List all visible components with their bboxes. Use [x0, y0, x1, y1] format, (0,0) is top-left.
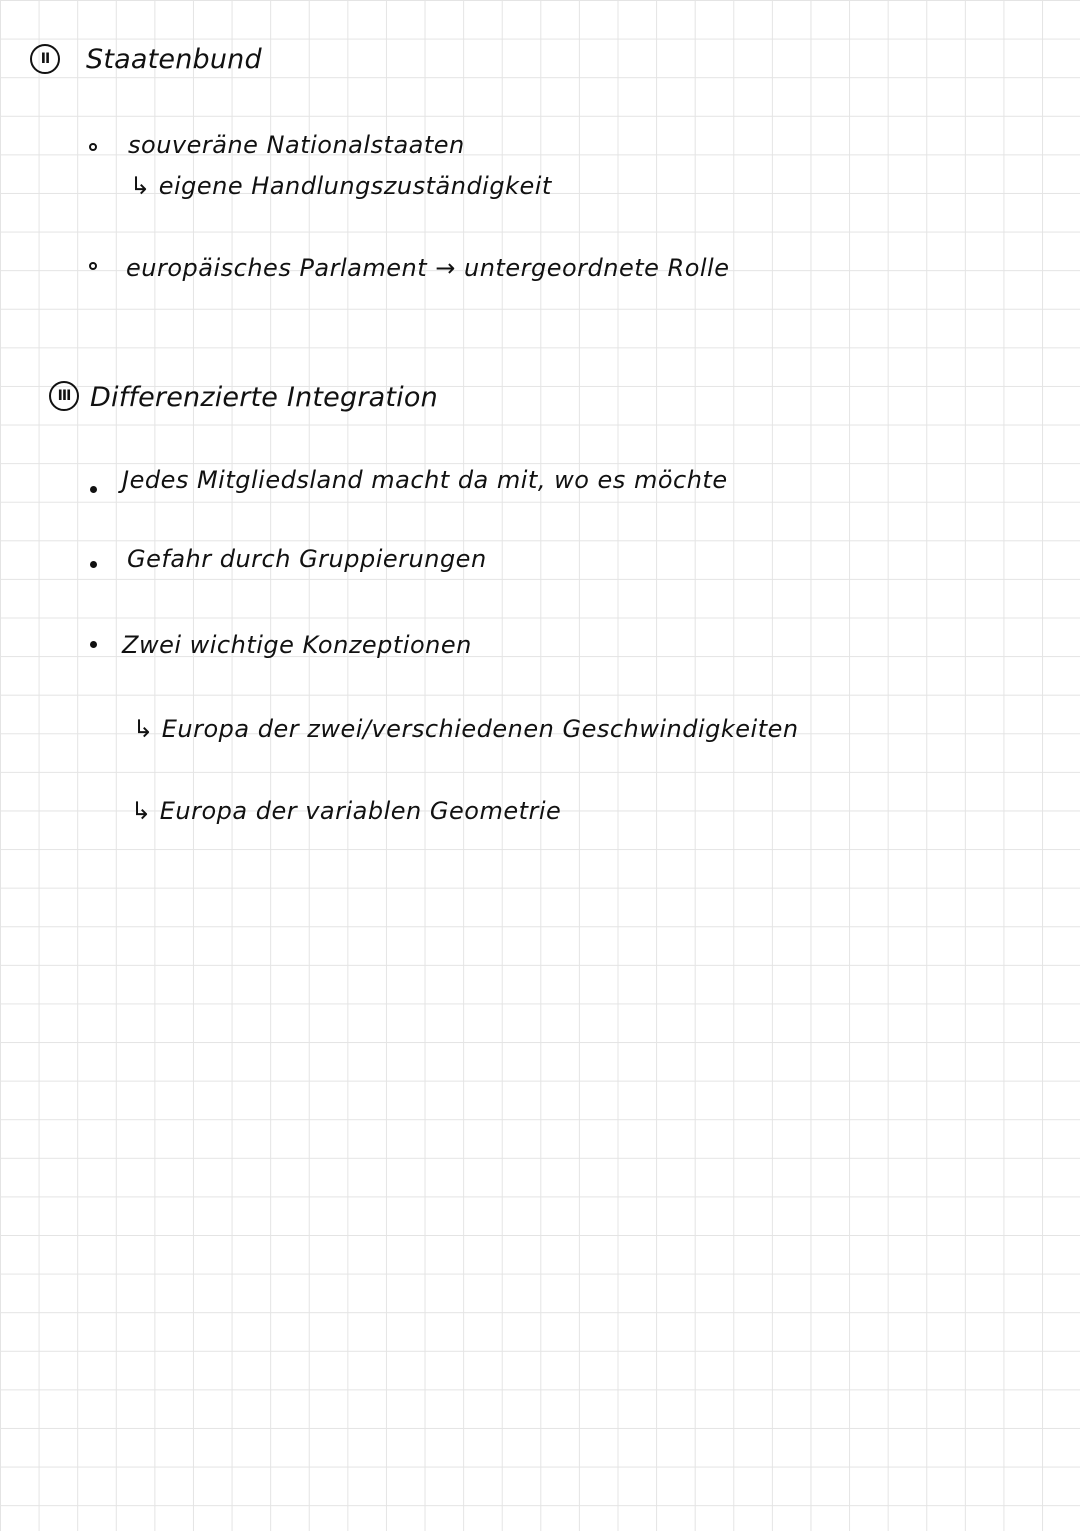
section-number-badge: II [30, 44, 60, 74]
bullet-point [89, 262, 97, 270]
bullet-point [89, 143, 97, 151]
list-item: europäisches Parlament → untergeordnete Rolle [126, 254, 730, 282]
section-number-badge: III [49, 381, 79, 411]
section-title: Differenzierte Integration [90, 382, 438, 413]
list-item: souveräne Nationalstaaten [128, 131, 465, 159]
list-subitem: ↳ Europa der zwei/verschiedenen Geschwindigkeiten [133, 715, 799, 743]
section-title: Staatenbund [86, 44, 262, 75]
bullet-point [90, 641, 97, 648]
list-item: Gefahr durch Gruppierungen [127, 545, 487, 573]
list-subitem: ↳ eigene Handlungszuständigkeit [130, 172, 552, 200]
bullet-point [90, 486, 97, 493]
bullet-point [90, 561, 97, 568]
list-item: Zwei wichtige Konzeptionen [122, 631, 472, 659]
list-item: Jedes Mitgliedsland macht da mit, wo es möchte [122, 466, 728, 494]
list-subitem: ↳ Europa der variablen Geometrie [131, 797, 562, 825]
